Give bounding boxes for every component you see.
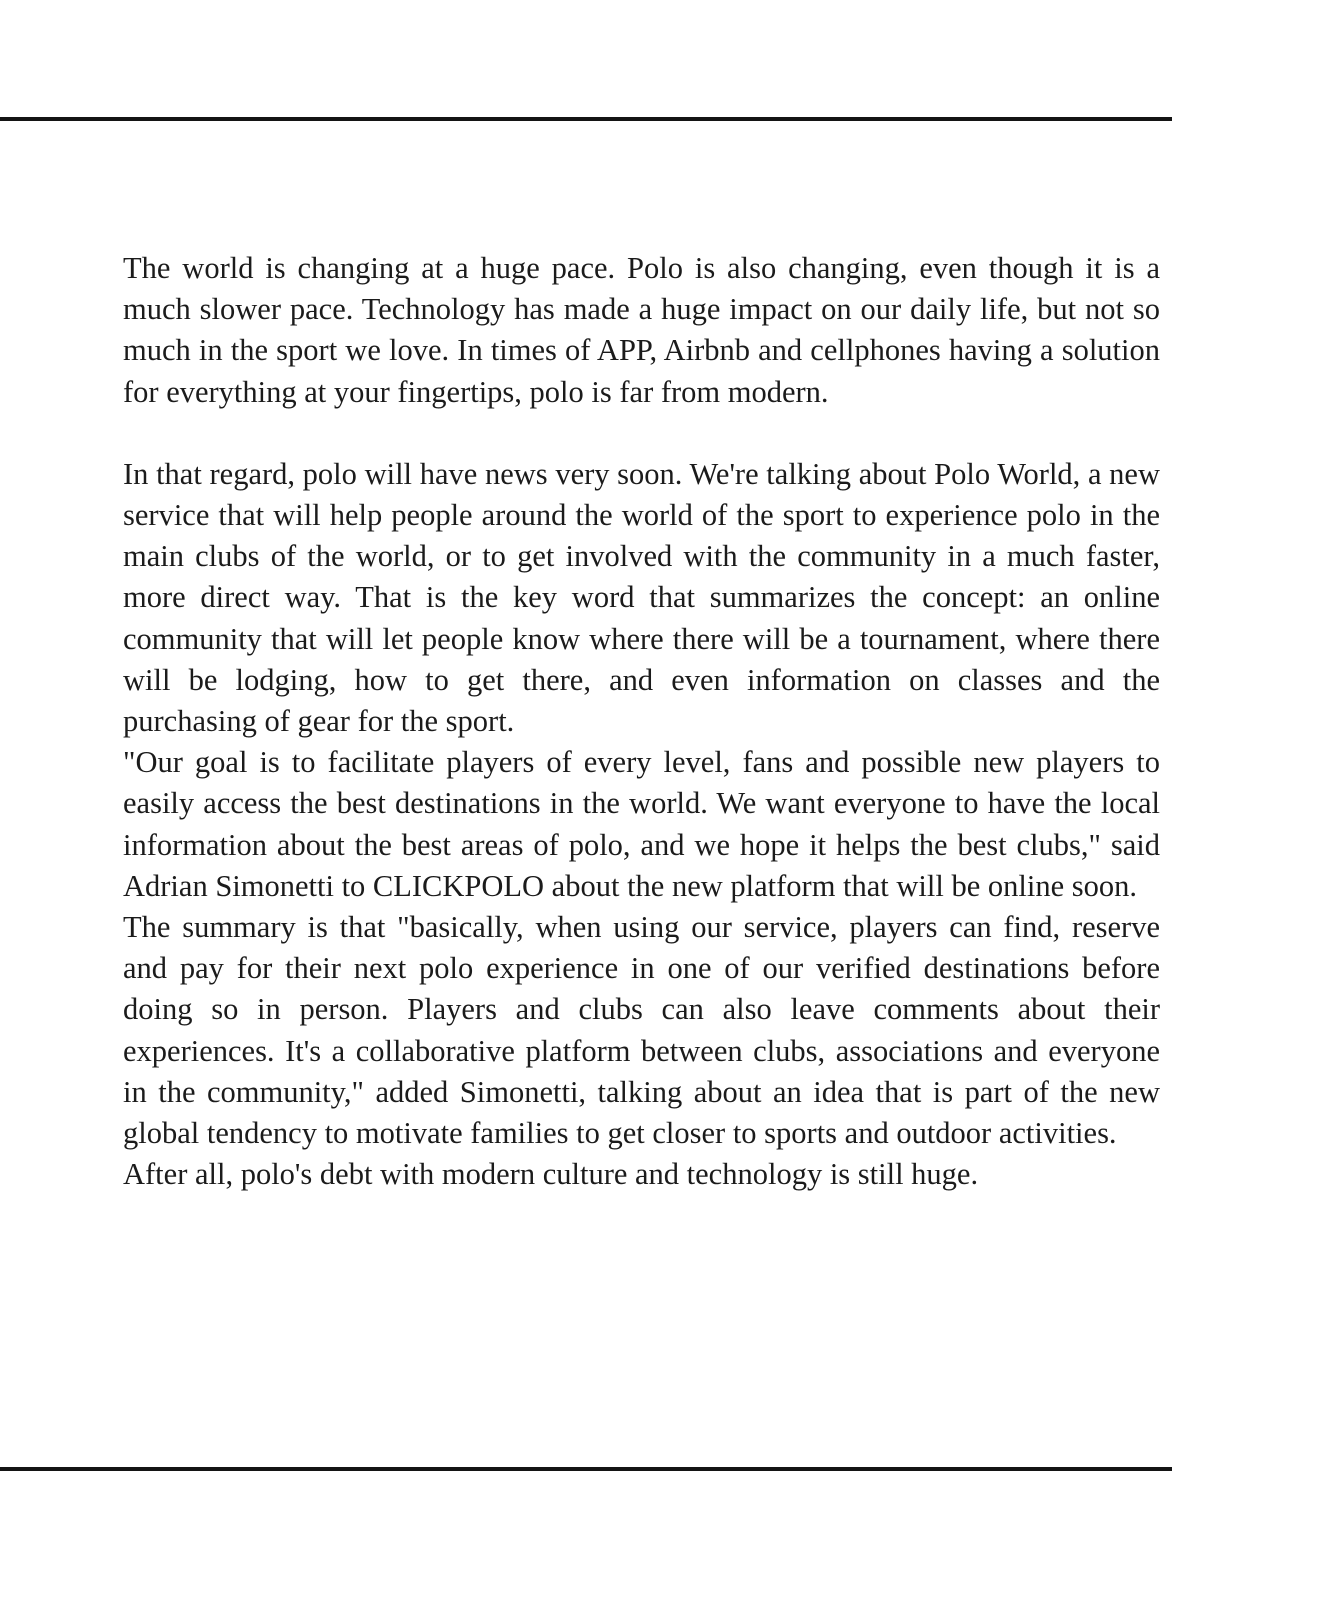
- paragraph-closing: After all, polo's debt with modern culture and technology is still huge.: [123, 1157, 979, 1192]
- article-body: [123, 248, 1160, 1195]
- paragraph-intro: The world is changing at a huge pace. Polo is also changing, even though it is a much slower pace. Technology has made a huge impact on our daily life, but not so much in the sport we love. In times of APP, Airbnb and cellphones having a solution for everything at your fingertips, polo is far from modern.: [123, 251, 1160, 409]
- bottom-divider: [0, 1467, 1172, 1471]
- paragraph-polo-world: In that regard, polo will have news very soon. We're talking about Polo World, a new service that will help people around the world of the sport to experience polo in the main clubs of the world, or to get involved with the community in a much faster, more direct way. That is the key word that summarizes the concept: an online community that will let people know where there will be a tournament, where there will be lodging, how to get there, and even information on classes and the purchasing of gear for the sport.: [123, 456, 1160, 739]
- paragraph-summary: The summary is that "basically, when using our service, players can find, reserve and pay for their next polo experience in one of our verified destinations before doing so in person. Players and clubs can also leave comments about their experiences. It's a collaborative platform between clubs, associations and everyone in the community," added Simonetti, talking about an idea that is part of the new global tendency to motivate families to get closer to sports and outdoor activities.: [123, 910, 1160, 1151]
- paragraph-quote-goal: "Our goal is to facilitate players of every level, fans and possible new players to easily access the best destinations in the world. We want everyone to have the local information about the best areas of polo, and we hope it helps the best clubs," said Adrian Simonetti to CLICKPOLO about the new platform that will be online soon.: [123, 745, 1160, 903]
- top-divider: [0, 117, 1172, 121]
